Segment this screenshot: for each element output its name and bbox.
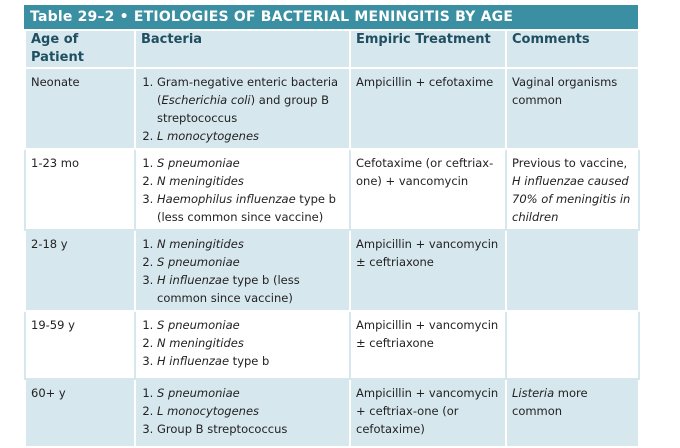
bacteria-item: 2. L monocytogenes	[157, 402, 344, 420]
header-comments: Comments	[506, 30, 639, 68]
cell-bacteria	[135, 68, 350, 149]
bacteria-list	[141, 73, 344, 145]
cell-bacteria	[135, 149, 350, 230]
cell-treatment: Ampicillin + vancomycin + ceftriax-one (or cefotaxime)	[350, 379, 506, 447]
table-row	[25, 379, 639, 447]
cell-comments: Previous to vaccine, H influenzae caused 70% of meningitis in children	[506, 149, 639, 230]
table-title: Table 29–2 • ETIOLOGIES OF BACTERIAL MENINGITIS BY AGE	[24, 5, 638, 29]
header-bacteria: Bacteria	[135, 30, 350, 68]
cell-treatment: Cefotaxime (or ceftriax-one) + vancomycin	[350, 149, 506, 230]
bacteria-list	[141, 154, 344, 226]
bacteria-item: 2. L monocytogenes	[157, 127, 344, 145]
cell-bacteria	[135, 230, 350, 311]
cell-comments	[506, 230, 639, 311]
header-row	[25, 30, 639, 68]
bacteria-item: 2. N meningitides	[157, 172, 344, 190]
bacteria-item: 2. N meningitides	[157, 334, 344, 352]
table-row	[25, 230, 639, 311]
cell-comments: Listeria more common	[506, 379, 639, 447]
bacteria-item: 3. H influenzae type b (less common since vaccine)	[157, 271, 344, 307]
cell-bacteria	[135, 379, 350, 447]
etiology-table-figure	[24, 5, 638, 448]
cell-treatment: Ampicillin + vancomycin ± ceftriaxone	[350, 311, 506, 379]
cell-age: 1-23 mo	[25, 149, 135, 230]
bacteria-list	[141, 316, 344, 370]
cell-bacteria	[135, 311, 350, 379]
cell-age: Neonate	[25, 68, 135, 149]
cell-age: 19-59 y	[25, 311, 135, 379]
bacteria-item: 3. Group B streptococcus	[157, 420, 344, 438]
bacteria-item: 3. H influenzae type b	[157, 352, 344, 370]
bacteria-item: 1. S pneumoniae	[157, 384, 344, 402]
cell-comments	[506, 311, 639, 379]
bacteria-item: 2. S pneumoniae	[157, 253, 344, 271]
table-body	[25, 68, 639, 447]
cell-treatment: Ampicillin + cefotaxime	[350, 68, 506, 149]
etiology-table	[24, 29, 640, 448]
bacteria-list	[141, 235, 344, 307]
table-row	[25, 311, 639, 379]
header-treatment: Empiric Treatment	[350, 30, 506, 68]
cell-age: 60+ y	[25, 379, 135, 447]
cell-treatment: Ampicillin + vancomycin ± ceftriaxone	[350, 230, 506, 311]
bacteria-item: 1. Gram-negative enteric bacteria (Escherichia coli) and group B streptococcus	[157, 73, 344, 127]
table-row	[25, 68, 639, 149]
cell-comments: Vaginal organisms common	[506, 68, 639, 149]
bacteria-item: 1. S pneumoniae	[157, 316, 344, 334]
table-row	[25, 149, 639, 230]
header-age: Age of Patient	[25, 30, 135, 68]
bacteria-item: 3. Haemophilus influenzae type b (less common since vaccine)	[157, 190, 344, 226]
bacteria-item: 1. N meningitides	[157, 235, 344, 253]
bacteria-list	[141, 384, 344, 438]
bacteria-item: 1. S pneumoniae	[157, 154, 344, 172]
cell-age: 2-18 y	[25, 230, 135, 311]
